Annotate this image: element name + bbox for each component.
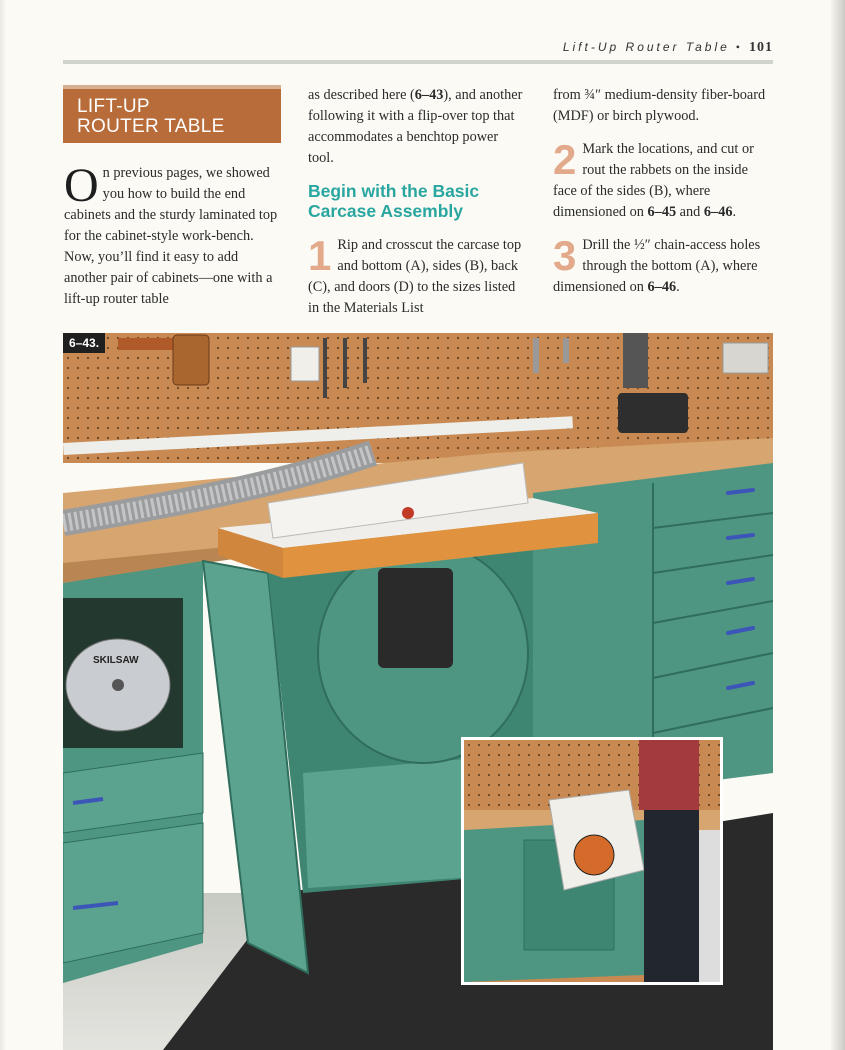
figure-reference: 6–46: [703, 204, 733, 220]
figure-reference: 6–45: [647, 204, 677, 220]
banner-line-2: ROUTER TABLE: [77, 116, 225, 137]
page-edge-left: [0, 0, 6, 1050]
figure-reference: 6–46: [647, 279, 677, 295]
person-jeans: [644, 810, 699, 982]
text-run: .: [676, 279, 680, 295]
left-cabinet: [63, 561, 203, 983]
page-number: 101: [749, 40, 773, 55]
step-number: 3: [553, 232, 577, 279]
text-run: ), and another following it with a flip-over top that accommodates a benchtop power tool.: [308, 87, 523, 166]
subhead: Begin with the Basic Carcase Assembly: [308, 181, 480, 221]
saw-brand-label: SKILSAW: [93, 655, 139, 666]
banner-line-1: LIFT-UP: [77, 96, 150, 117]
step-text: Mark the locations, and cut or rout the rabbets on the inside face of the sides (B), where dimensioned on: [553, 141, 754, 220]
section-banner: [63, 85, 281, 143]
continued-paragraph: from ¾″ medium-density fiber-board (MDF) or birch plywood.: [553, 87, 766, 124]
text-run: and: [676, 204, 704, 220]
drop-cap: O: [64, 159, 99, 212]
text-run: as described here (: [308, 87, 415, 103]
figure-label: 6–43.: [63, 333, 105, 353]
page-edge-right: [831, 0, 845, 1050]
circular-saw: [66, 639, 170, 731]
right-column: [553, 85, 773, 310]
step-number: 2: [553, 136, 577, 183]
continued-paragraph: [308, 85, 526, 169]
running-title: Lift-Up Router Table: [562, 40, 730, 54]
text-run: .: [732, 204, 737, 220]
step-3: [553, 232, 773, 298]
header-rule: [63, 60, 773, 64]
inset-photo: [461, 737, 723, 985]
step-1: [308, 232, 526, 319]
person-shirt: [639, 740, 699, 810]
step-2: [553, 136, 773, 223]
figure-reference: 6–43: [414, 87, 444, 103]
router-motor: [378, 568, 453, 668]
middle-column: [308, 85, 526, 331]
intro-text: n previous pages, we showed you how to build the end cabinets and the sturdy laminated top for the cabinet-style work-bench. Now, you’ll find it easy to add another pair of cabinets—one with a lift-up router table: [64, 165, 278, 307]
step-text: Drill the ½″ chain-access holes through the bottom (A), where dimensioned on: [553, 237, 761, 295]
intro-column: [64, 159, 282, 310]
step-number: 1: [308, 232, 332, 279]
bullet-separator: •: [735, 40, 743, 54]
workbench-photo: [63, 333, 773, 1050]
running-head: [563, 40, 773, 56]
step-text: Rip and crosscut the carcase top and bottom (A), sides (B), back (C), and doors (D) to the sizes listed in the Materials List: [308, 237, 522, 316]
banner-title: [77, 97, 225, 137]
